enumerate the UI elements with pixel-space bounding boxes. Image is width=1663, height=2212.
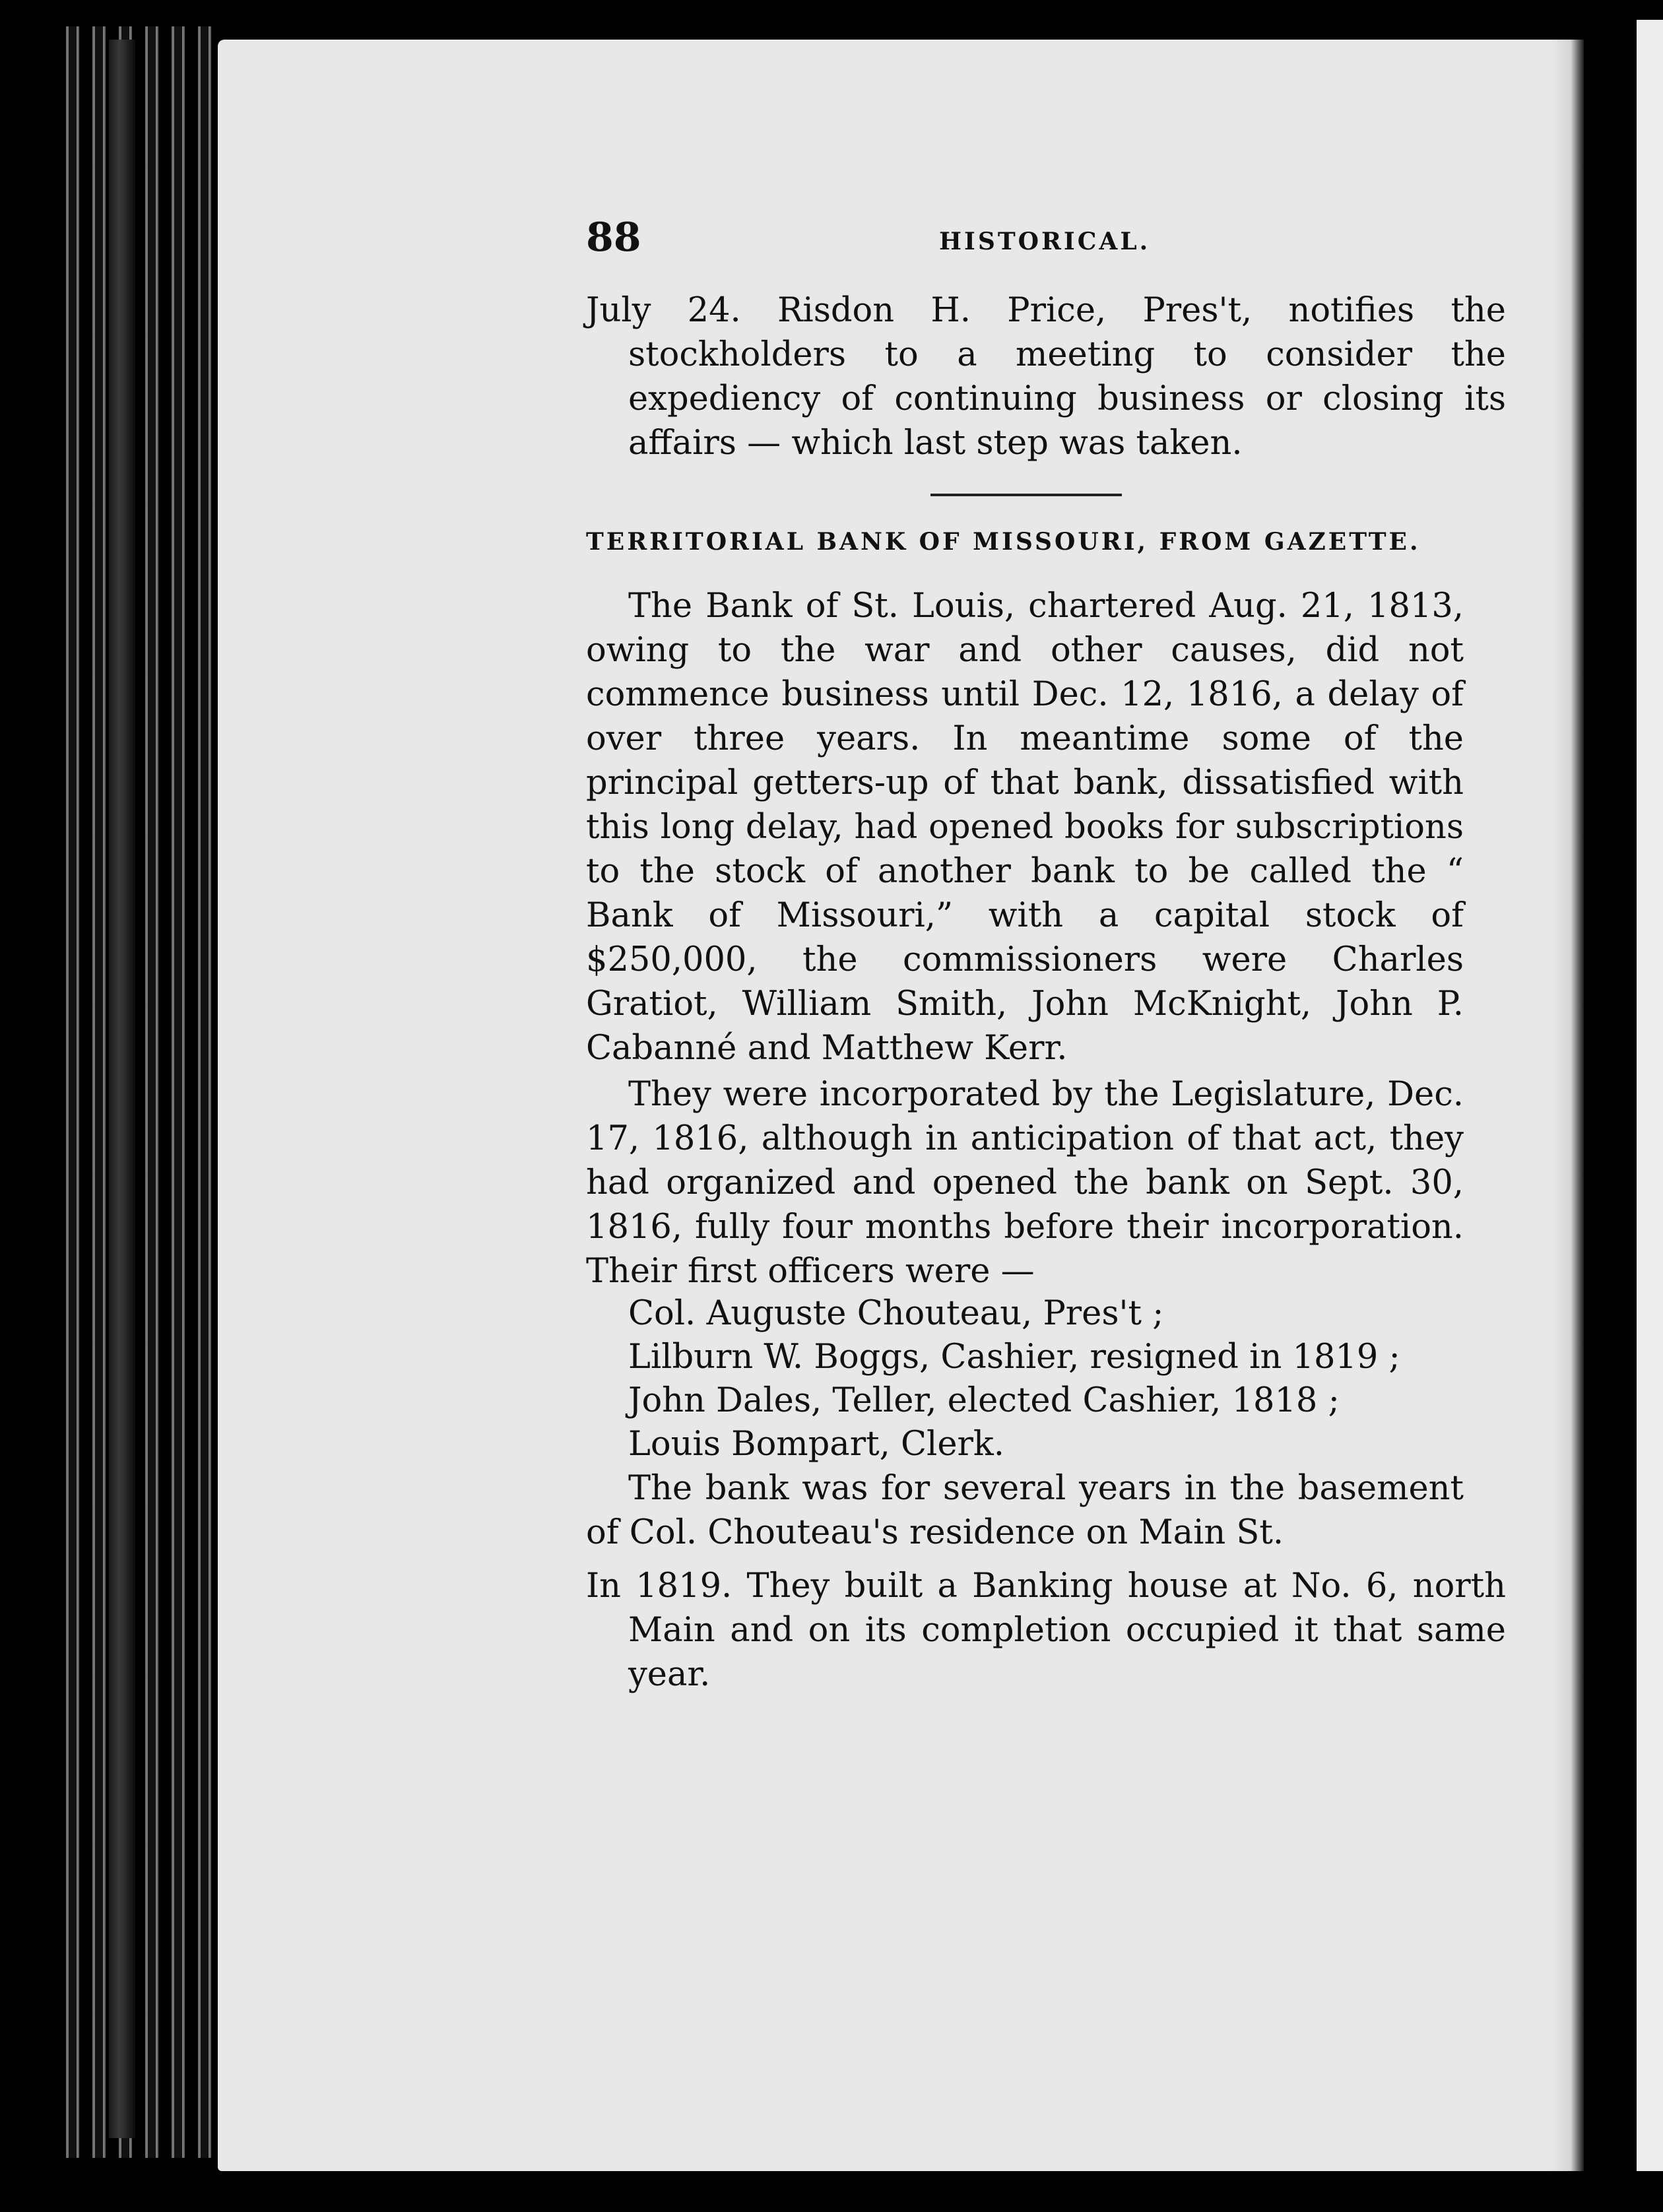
running-head: HISTORICAL.: [939, 228, 1151, 255]
officer-line: Louis Bompart, Clerk.: [628, 1425, 1005, 1464]
paragraph-basement: The bank was for several years in the basement of Col. Chouteau's residence on Main St.: [586, 1469, 1464, 1552]
entry-1819: In 1819. They built a Banking house at No. 6, north Main and on its completion occupied it that same year.: [586, 1567, 1506, 1694]
officer-line: John Dales, Teller, elected Cashier, 1818 ;: [628, 1381, 1340, 1420]
section-divider: [930, 494, 1122, 496]
officers-list: [628, 1292, 1464, 1466]
entry-july-24: July 24. Risdon H. Price, Pres't, notifies the stockholders to a meeting to consider the expediency of continuing business or closing its affairs — which last step was taken.: [586, 291, 1506, 463]
paragraph-bank-history: The Bank of St. Louis, chartered Aug. 21, 1813, owing to the war and other causes, did not commence business until Dec. 12, 1816, a delay of over three years. In meantime some of the principal getters-up of that bank, dissatisfied with this long delay, had opened books for subscriptions to the stock of another bank to be called the “ Bank of Missouri,” with a capital stock of $250,000, the commissioners were Charles Gratiot, William Smith, John McKnight, John P. Cabanné and Matthew Kerr.: [586, 587, 1464, 1068]
page-header: [586, 214, 1663, 267]
page-number: 88: [586, 214, 641, 261]
officer-line: Col. Auguste Chouteau, Pres't ;: [628, 1294, 1164, 1333]
section-title: TERRITORIAL BANK OF MISSOURI, FROM GAZETTE.: [586, 528, 1421, 556]
officer-line: Lilburn W. Boggs, Cashier, resigned in 1819 ;: [628, 1338, 1400, 1377]
paragraph-incorporation: They were incorporated by the Legislature, Dec. 17, 1816, although in anticipation of that act, they had organized and opened the bank on Sept. 30, 1816, fully four months before their incorporation. Their first officers were —: [586, 1075, 1464, 1291]
